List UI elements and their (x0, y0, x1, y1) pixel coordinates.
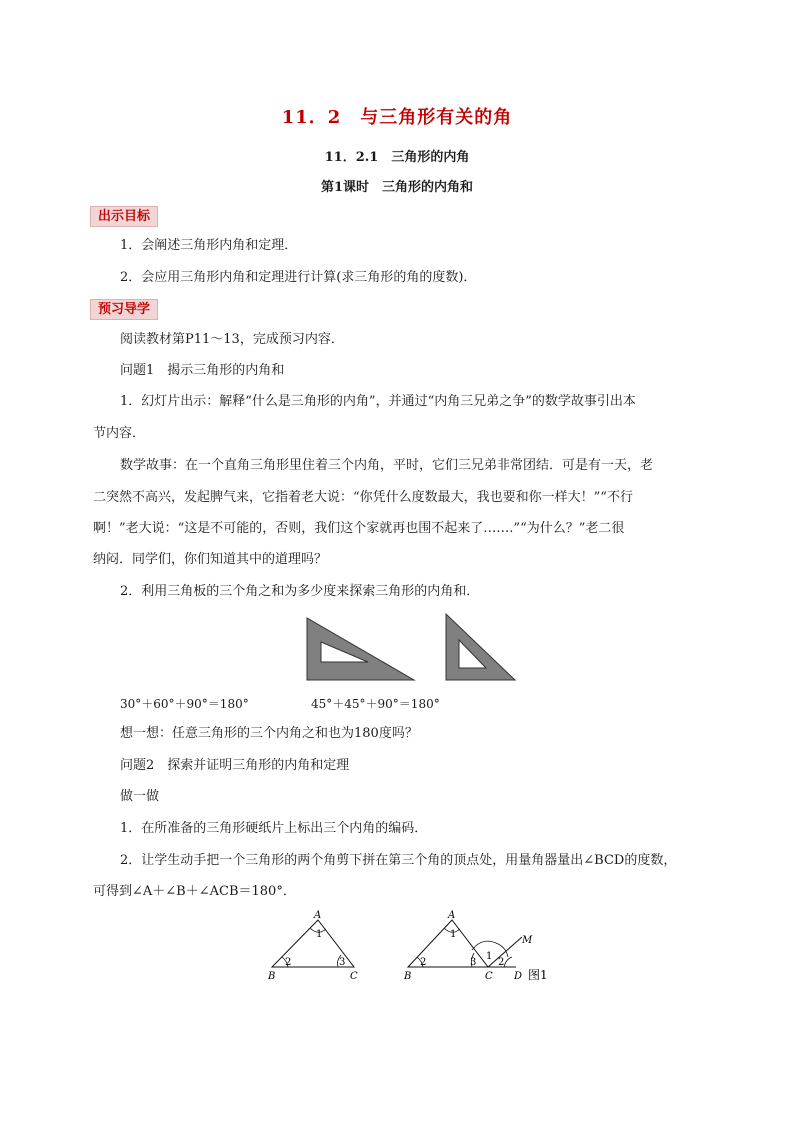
page-title: 11．2 与三角形有关的角 (281, 107, 513, 128)
section-subtitle: 11．2.1 三角形的内角 (324, 150, 470, 165)
label-b2: B (404, 971, 412, 982)
angle-2b-label: 2 (498, 957, 505, 968)
q1-item2: 2．利用三角板的三个角之和为多少度来探索三角形的内角和． (120, 584, 480, 599)
figure-caption: 图1 (528, 968, 548, 982)
angle-sum-figure (260, 905, 570, 990)
q2-item2-line2: 可得到∠A＋∠B＋∠ACB＝180°． (93, 884, 296, 899)
q1-item1-line1: 1．幻灯片出示：解释“什么是三角形的内角”，并通过“内角三兄弟之争”的数学故事引出本 (120, 394, 636, 409)
goal-item-1: 1．会阐述三角形内角和定理． (120, 238, 298, 253)
angle-1b-label: 1 (486, 951, 493, 962)
q2-item1: 1．在所准备的三角形硬纸片上标出三个内角的编码． (120, 821, 428, 836)
preview-tag: 预习导学 (90, 299, 158, 320)
question-1-title: 问题1 揭示三角形的内角和 (120, 363, 285, 378)
set-square-45-icon (446, 614, 515, 680)
goals-tag: 出示目标 (90, 206, 158, 227)
label-c2: C (485, 971, 493, 982)
label-c: C (350, 971, 358, 982)
angle-1-label: 1 (316, 929, 323, 940)
label-a2: A (448, 910, 456, 921)
story-line-4: 纳闷．同学们，你们知道其中的道理吗？ (93, 552, 328, 567)
set-square-30-60-icon (307, 618, 414, 680)
read-instruction: 阅读教材第P11～13，完成预习内容． (120, 332, 344, 347)
story-line-1: 数学故事：在一个直角三角形里住着三个内角，平时，它们三兄弟非常团结．可是有一天，老 (120, 458, 654, 473)
label-m: M (522, 935, 533, 946)
equation-30-60-90: 30°＋60°＋90°＝180° (120, 697, 249, 711)
q2-item2-line1: 2．让学生动手把一个三角形的两个角剪下拼在第三个角的顶点处，用量角器量出∠BCD的度数， (120, 853, 677, 868)
lesson-title: 第1课时 三角形的内角和 (320, 180, 474, 195)
angle-3-label: 3 (339, 957, 346, 968)
do-it-label: 做一做 (120, 789, 160, 804)
equation-45-45-90: 45°＋45°＋90°＝180° (311, 697, 440, 711)
think-prompt: 想一想：任意三角形的三个内角之和也为180度吗？ (120, 726, 418, 741)
label-d: D (514, 971, 523, 982)
label-a: A (314, 910, 322, 921)
angle-2a-label: 2 (420, 957, 427, 968)
set-square-figures (300, 610, 530, 690)
question-2-title: 问题2 探索并证明三角形的内角和定理 (120, 758, 350, 773)
triangle-abc-icon (267, 910, 358, 982)
q1-item1-line2: 节内容． (93, 426, 146, 441)
angle-2-label: 2 (285, 957, 292, 968)
angle-1a-label: 1 (450, 929, 457, 940)
label-b: B (268, 971, 276, 982)
goal-item-2: 2．会应用三角形内角和定理进行计算(求三角形的角的度数)． (120, 270, 477, 285)
story-line-3: 啊！”老大说：“这是不可能的，否则，我们这个家就再也围不起来了…….”“为什么？”老二很 (93, 521, 625, 536)
story-line-2: 二突然不高兴，发起脾气来，它指着老大说：“你凭什么度数最大，我也要和你一样大！”“不行 (93, 490, 633, 505)
angle-3-label-2: 3 (470, 957, 477, 968)
triangle-abcd-icon (403, 910, 533, 982)
